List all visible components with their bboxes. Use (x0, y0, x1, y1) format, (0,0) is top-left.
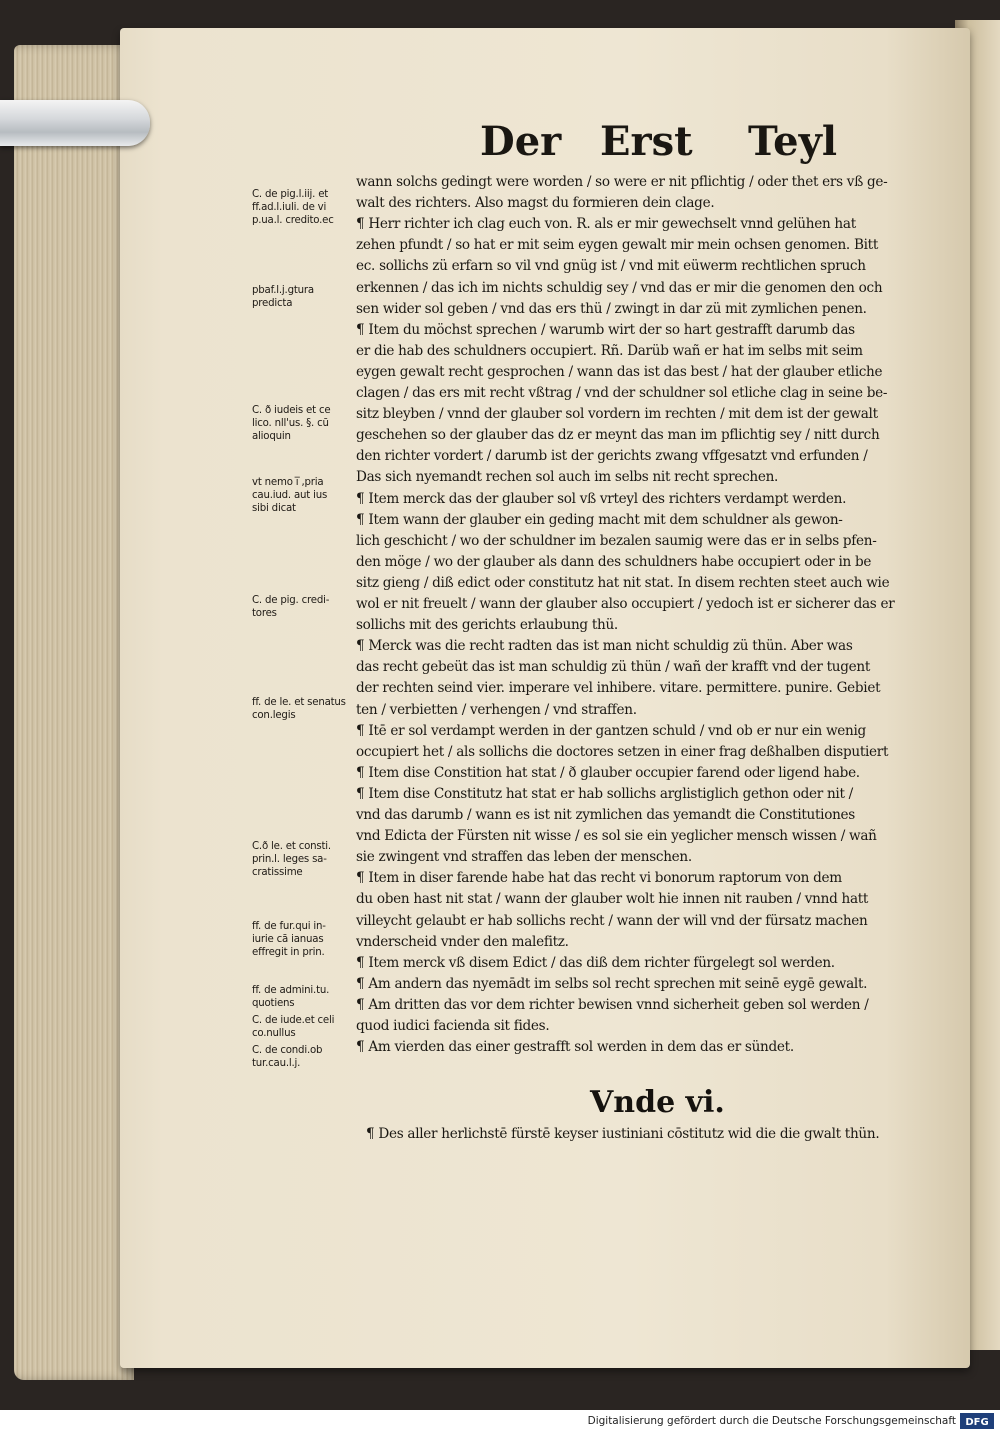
dfg-logo-text: DFG (965, 1417, 989, 1428)
text-line: eygen gewalt recht gesprochen / wann das ist das best / hat der glauber etliche (356, 363, 883, 380)
text-line: erkennen / das ich im nichts schuldig sey / vnd das er mir die genomen den och (356, 279, 883, 296)
text-line: sen wider sol geben / vnd das ers thü / zwingt in dar zü mit zymlichen penen. (356, 300, 867, 317)
text-line: ¶ Am andern das nyemādt im selbs sol recht sprechen mit seinē eygē gewalt. (356, 975, 868, 992)
footer-bar (0, 1410, 1000, 1433)
text-line: wol er nit freuelt / wann der glauber also occupiert / yedoch ist er sicherer das er (356, 596, 895, 612)
text-line: du oben hast nit stat / wann der glauber wolt hie innen nit rauben / vnnd hatt (356, 891, 869, 908)
text-line: ¶ Am dritten das vor dem richter bewisen vnnd sicherheit geben sol werden / (356, 996, 869, 1013)
text-line: ¶ Item merck das der glauber sol vß vrteyl des richters verdampt werden. (356, 490, 847, 507)
text-line: sitz bleyben / vnnd der glauber sol vordern im rechten / mit dem ist der gewalt (356, 406, 878, 423)
text-line: ten / verbietten / verhengen / vnd straffen. (356, 701, 637, 718)
text-line: ¶ Itē er sol verdampt werden in der gantzen schuld / vnd ob er nur ein wenig (356, 722, 866, 739)
text-line: den richter vordert / darumb ist der gerichts zwang vffgesatzt vnd erfunden / (356, 448, 868, 465)
section-heading: Vnde vi. (590, 1085, 725, 1120)
text-line: vnd Edicta der Fürsten nit wisse / es sol sie ein yeglicher mensch wissen / wañ (356, 828, 877, 845)
text-line: ¶ Merck was die recht radten das ist man nicht schuldig zü thün. Aber was (356, 638, 853, 655)
header-word-3: Teyl (748, 118, 838, 165)
text-line: ¶ Herr richter ich clag euch von. R. als er mir gewechselt vnnd gelühen hat (356, 216, 856, 233)
text-line: clagen / das ers mit recht vßtrag / vnd der schuldner sol etliche clag in seine be- (356, 385, 888, 401)
text-line: occupiert het / als sollichs die doctores setzen in einer frag deßhalben disputiert (356, 743, 889, 760)
text-line: den möge / wo der glauber als dann des schuldners habe occupiert oder in be (356, 553, 872, 570)
text-line: ¶ Item dise Constitutz hat stat er hab sollichs arglistiglich gethon oder nit / (356, 785, 853, 802)
text-line: walt des richters. Also magst du formieren dein clage. (356, 195, 715, 212)
text-line: villeycht gelaubt er hab sollichs recht / wann der will vnd der fürsatz machen (356, 912, 868, 929)
text-line: quod iudici facienda sit fides. (356, 1018, 550, 1034)
running-header (480, 118, 838, 178)
text-line: das recht gebeüt das ist man schuldig zü thün / wañ der krafft vnd der tugent (356, 659, 870, 676)
text-line: ¶ Item du möchst sprechen / warumb wirt der so hart gestrafft darumb das (356, 321, 855, 338)
text-line: sollichs mit des gerichts erlaubung thü. (356, 617, 618, 634)
text-line: der rechten seind vier. imperare vel inhibere. vitare. permittere. punire. Gebiet (356, 680, 881, 697)
text-line: vnderscheid vnder den malefitz. (356, 933, 569, 950)
margin-note: ff. de le. et senatus con.legis (252, 697, 346, 721)
text-line: Das sich nyemandt rechen sol auch im selbs nit recht sprechen. (356, 469, 779, 486)
funding-credit: Digitalisierung gefördert durch die Deutsche Forschungsgemeinschaft (587, 1415, 956, 1427)
text-line: lich geschicht / wo der schuldner im bezalen saumig were das er in selbs pfen- (356, 532, 877, 549)
margin-note: C. ð iudeis et ce lico. nll'us. §. cū alioquin (252, 405, 331, 442)
text-line: sitz gieng / diß edict oder constitutz hat nit stat. In disem rechten steet auch wie (356, 574, 890, 591)
margin-note: ff. de admini.tu. quotiens (252, 985, 330, 1009)
margin-note: C. de pig. credi- tores (252, 595, 330, 619)
header-word-2: Erst (600, 118, 693, 165)
margin-note: vt nemo i̅ ,pria cau.iud. aut ius sibi dicat (252, 477, 328, 514)
dfg-logo (960, 1413, 994, 1429)
page-clamp (0, 100, 150, 146)
text-line: geschehen so der glauber das dz er meynt das man im pflichtig sey / nitt durch (356, 427, 880, 444)
margin-note: pbaf.l.j.gtura predicta (252, 285, 314, 309)
margin-note: C. de pig.l.iij. et ff.ad.l.iuli. de vi p.ua.l. credito.ec (252, 189, 334, 226)
margin-note: C. de iude.et celi co.nullus (252, 1015, 335, 1039)
book-fore-edge (14, 45, 134, 1380)
margin-note: C.ð le. et consti. prin.l. leges sa- cratissime (252, 841, 331, 878)
text-line: ¶ Item wann der glauber ein geding macht mit dem schuldner als gewon- (356, 511, 843, 528)
text-line: er die hab des schuldners occupiert. Rñ. Darüb wañ er hat im selbs mit seim (356, 342, 863, 359)
text-line: wann solchs gedingt were worden / so were er nit pflichtig / oder thet ers vß ge- (356, 174, 888, 190)
text-line: zehen pfundt / so hat er mit seim eygen gewalt mir mein ochsen genomen. Bitt (356, 237, 879, 254)
text-line: ¶ Item dise Constition hat stat / ð glauber occupier farend oder ligend habe. (356, 764, 860, 781)
header-word-1: Der (480, 118, 562, 165)
text-line: ¶ Am vierden das einer gestrafft sol werden in dem das er sündet. (356, 1039, 794, 1056)
text-line: vnd das darumb / wann es ist nit zymlichen das yemandt die Constitutiones (356, 807, 855, 823)
text-line: ¶ Item in diser farende habe hat das recht vi bonorum raptorum von dem (356, 870, 842, 887)
text-line: ec. sollichs zü erfarn so vil vnd gnüg ist / vnd mit eüwerm rechtlichen spruch (356, 258, 866, 275)
margin-notes (252, 188, 358, 1088)
margin-note: ff. de fur.qui in- iurie cā ianuas effregit in prin. (252, 921, 326, 958)
text-line: ¶ Des aller herlichstē fürstē keyser iustiniani cōstitutz wid die die gwalt thün. (366, 1126, 880, 1142)
text-line: ¶ Item merck vß disem Edict / das diß dem richter fürgelegt sol werden. (356, 954, 835, 971)
margin-note: C. de condi.ob tur.cau.l.j. (252, 1045, 323, 1069)
text-line: sie zwingent vnd straffen das leben der menschen. (356, 849, 692, 866)
